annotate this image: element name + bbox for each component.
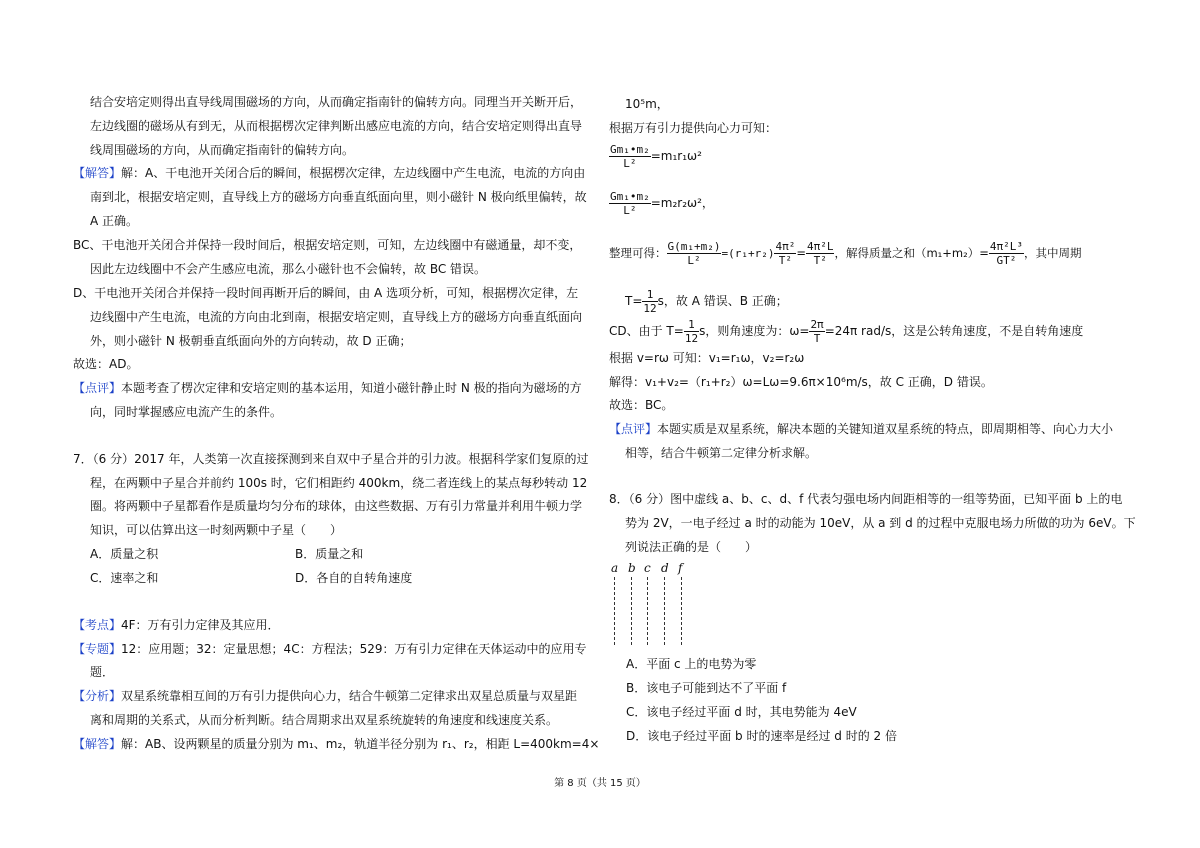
comment-tag: 【点评】 [609,422,658,436]
text-line: D、干电池开关闭合并保持一段时间再断开后的瞬间，由 A 选项分析，可知，根据楞次定律，左 [73,286,579,300]
numerator: Gm₁•m₂ [610,190,650,203]
option-d: D．该电子经过平面 b 时的速率是经过 d 时的 2 倍 [626,729,897,743]
answer-line [73,165,585,181]
option-a: A．质量之积 [90,547,159,561]
option-b: B．该电子可能到达不了平面 f [626,681,787,695]
fraction [642,288,657,315]
equation-2 [609,190,714,217]
denominator: L² [623,157,637,170]
fraction [809,318,824,345]
text-span: 4F：万有引力定律及其应用． [121,618,280,632]
jieda-line [73,736,599,752]
denominator: GT² [996,254,1017,267]
text-line: 圈。将两颗中子星都看作是质量均匀分布的球体，由这些数据、万有引力常量并利用牛顿力学 [90,499,583,513]
question-7-line: 7．（6 分）2017 年，人类第一次直接探测到来自双中子星合并的引力波。根据科学家们复原的过 [73,452,589,466]
equation-part: = [796,246,806,260]
text-span: 12：应用题；32：定量思想；4C：方程法；529：万有引力定律在天体运动中的应用专 [121,642,587,656]
fraction [684,318,699,345]
fraction [989,240,1024,267]
jieda-tag: 【解答】 [73,737,122,751]
fenxi-tag: 【分析】 [73,689,122,703]
text-span: =24π rad/s，这是公转角速度，不是自转角速度 [824,324,1084,338]
text-line: 根据 v=rω 可知：v₁=r₁ω，v₂=r₂ω [609,351,805,365]
zhuanti-tag: 【专题】 [73,642,122,656]
text-span: 解：AB、设两颗星的质量分别为 m₁、m₂，轨道半径分别为 r₁、r₂，相距 L=400km=4× [121,737,600,751]
dashed-line-b [631,577,632,645]
dashed-line-c [647,577,648,645]
option-c: C．速率之和 [90,571,159,585]
dashed-line-f [681,577,682,645]
text-line: 离和周期的关系式，从而分析判断。结合周期求出双星系统旋转的角速度和线速度关系。 [90,713,559,727]
comment-line [609,421,1113,437]
equation-part: =(r₁+r₂) [721,247,775,260]
denominator: 12 [684,332,699,345]
numerator: Gm₁•m₂ [610,143,650,156]
choice-answer: 故选：AD。 [73,357,139,371]
kaodian-tag: 【考点】 [73,618,122,632]
equation-3 [609,240,1082,267]
dashed-line-d [664,577,665,645]
text-line: 结合安培定则得出直导线周围磁场的方向，从而确定指南针的偏转方向。同理当开关断开后， [90,95,583,109]
text-span: 整理可得： [609,246,667,260]
text-line: 线周围磁场的方向，从而确定指南针的偏转方向。 [90,143,355,157]
text-line: BC、干电池开关闭合并保持一段时间后，根据安培定则，可知，左边线圈中有磁通量，却不变， [73,238,582,252]
period-line [625,288,788,315]
comment-tag: 【点评】 [73,381,122,395]
numerator: G(m₁+m₂) [667,240,721,253]
equation-part: ，解得质量之和（m₁+m₂）= [834,246,989,260]
text-span: T= [625,294,643,308]
fenxi-line [73,688,577,704]
numerator: 2π [810,318,824,331]
denominator: L² [623,204,637,217]
denominator: T² [813,254,827,267]
text-span: 本题考查了楞次定律和安培定则的基本运用，知道小磁针静止时 N 极的指向为磁场的方 [121,381,582,395]
text-line: 知识，可以估算出这一时刻两颗中子星（ ） [90,523,343,537]
zhuanti-line [73,641,586,657]
denominator: T [813,332,821,345]
fraction [667,240,722,267]
numerator: 1 [684,318,699,332]
denominator: 12 [643,302,657,315]
option-c: C．该电子经过平面 d 时，其电势能为 4eV [626,705,857,719]
text-line: 外，则小磁针 N 极朝垂直纸面向外的方向转动，故 D 正确； [90,334,412,348]
numerator: 4π² [775,240,796,253]
fraction [806,240,835,267]
question-8-line: 8．（6 分）图中虚线 a、b、c、d、f 代表匀强电场内间距相等的一组等势面，已知平面 b 上的电 [609,492,1123,506]
answer-tag: 【解答】 [73,166,122,180]
numerator: 4π²L [806,240,834,253]
equation-rhs: =m₁r₁ω² [650,149,702,163]
plane-label-c: c [644,561,651,575]
fraction [609,143,651,170]
text-line: 相等，结合牛顿第二定律分析求解。 [625,446,818,460]
text-line: 边线圈中产生电流，电流的方向由北到南，根据安培定则，直导线上方的磁场方向垂直纸面向 [90,310,583,324]
plane-label-b: b [628,561,636,575]
numerator: 4π²L³ [989,240,1024,253]
dashed-line-a [614,577,615,645]
equation-rhs: =m₂r₂ω²， [650,196,714,210]
fraction [609,190,651,217]
equation-part: ，其中周期 [1024,246,1082,260]
text-span: s，则角速度为：ω= [699,324,810,338]
denominator: T² [778,254,793,267]
text-line: 程，在两颗中子星合并前约 100s 时，它们相距约 400km，绕二者连线上的某点每秒转动 12 [90,476,588,490]
choice-answer: 故选：BC。 [609,398,674,412]
text-span: 解：A、干电池开关闭合后的瞬间，根据楞次定律，左边线圈中产生电流，电流的方向由 [121,166,586,180]
kaodian-line [73,617,280,633]
text-line: A 正确。 [90,214,139,228]
plane-label-f: f [678,561,683,575]
plane-label-a: a [611,561,619,575]
equation-1 [609,143,702,170]
text-line: 解得：v₁+v₂=（r₁+r₂）ω=Lω=9.6π×10⁶m/s，故 C 正确，D 错误。 [609,375,993,389]
page-footer: 第 8 页（共 15 页） [554,778,646,789]
text-span: 双星系统靠相互间的万有引力提供向心力，结合牛顿第二定律求出双星总质量与双星距 [121,689,578,703]
option-a: A．平面 c 上的电势为零 [626,657,757,671]
text-span: 本题实质是双星系统，解决本题的关键知道双星系统的特点，即周期相等、向心力大小 [657,422,1114,436]
text-line: 10⁵m， [625,97,669,111]
cd-line [609,318,1083,345]
option-b: B．质量之和 [295,547,364,561]
text-line: 题． [90,665,115,679]
text-line: 左边线圈的磁场从有到无，从而根据楞次定律判断出感应电流的方向，结合安培定则得出直导 [90,119,583,133]
text-line: 列说法正确的是（ ） [625,540,758,554]
option-d: D．各自的自转角速度 [295,571,413,585]
denominator: L² [687,254,701,267]
text-line: 势为 2V，一电子经过 a 时的动能为 10eV，从 a 到 d 的过程中克服电场力所做的功为 6eV。下 [625,516,1136,530]
plane-label-d: d [661,561,669,575]
numerator: 1 [642,288,657,302]
text-span: CD、由于 T= [609,324,684,338]
fraction [774,240,796,267]
text-line: 向，同时掌握感应电流产生的条件。 [90,405,283,419]
text-line: 根据万有引力提供向心力可知： [609,121,778,135]
comment-line [73,380,582,396]
text-line: 因此左边线圈中不会产生感应电流，那么小磁针也不会偏转，故 BC 错误。 [90,262,487,276]
text-line: 南到北，根据安培定则，直导线上方的磁场方向垂直纸面向里，则小磁针 N 极向纸里偏转，故 [90,190,587,204]
text-span: s，故 A 错误、B 正确； [657,294,788,308]
